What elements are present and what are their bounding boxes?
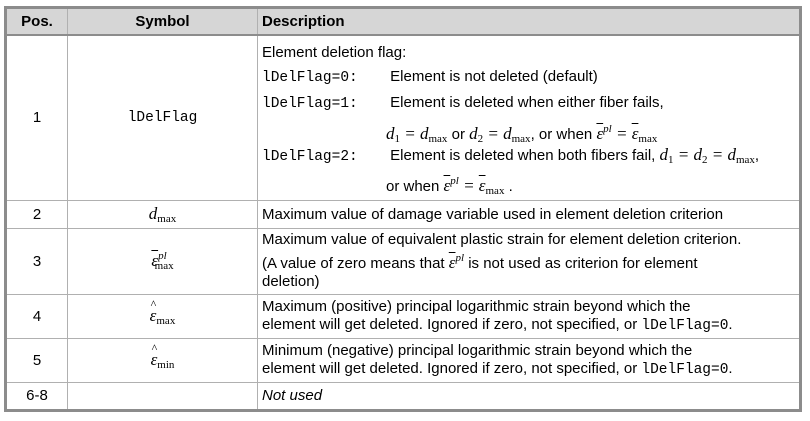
- row-3-line-2: [262, 249, 795, 273]
- math-eq: =: [463, 175, 475, 195]
- row-1-text-1: Element is deleted when either fiber fails,: [390, 93, 664, 111]
- row-1-description: [258, 35, 801, 200]
- math-eq: =: [404, 123, 416, 143]
- math-d: d: [386, 123, 395, 143]
- row-1-code-0: lDelFlag=0:: [262, 69, 358, 86]
- row-1-option-1: [262, 90, 795, 116]
- table-row-3: [6, 228, 801, 294]
- math-eq: =: [615, 123, 628, 143]
- row-1-line-1: Element deletion flag:: [262, 43, 407, 61]
- row-4-description: [258, 294, 801, 338]
- math-d: d: [148, 203, 158, 223]
- math-sub: min: [157, 358, 175, 371]
- row-3-line-3: deletion): [262, 273, 320, 290]
- row-5-code: lDelFlag=0: [641, 361, 729, 378]
- math-sub: max: [157, 212, 177, 225]
- math-sub: max: [154, 260, 174, 272]
- header-symbol: Symbol: [68, 8, 258, 36]
- math-sup: pl: [455, 252, 465, 264]
- row-6-description: Not used: [258, 382, 801, 410]
- math-eps: $\overline{\varepsilon}$: [631, 123, 639, 143]
- row-1-text-2b: or when: [386, 177, 440, 195]
- math-d: d: [503, 123, 512, 143]
- row-6-symbol: [68, 382, 258, 410]
- header-description: Description: [258, 8, 801, 36]
- row-2-pos: 2: [6, 200, 68, 228]
- row-3-symbol: [68, 228, 258, 294]
- row-1-text-2: Element is deleted when both fibers fail,: [390, 146, 656, 164]
- row-1-option-2-formula: or when $\overline{\varepsilon}^{pl} = \overline{\varepsilon}_{max}$ .: [386, 174, 513, 197]
- row-1-text-1b: , or when: [530, 125, 593, 143]
- math-eps: $\overline{\varepsilon}$: [596, 123, 604, 143]
- row-4-symbol: [68, 294, 258, 338]
- math-eq: =: [487, 123, 499, 143]
- row-5-pos: 5: [6, 338, 68, 382]
- row-1-or: or: [451, 125, 465, 143]
- row-2-description: Maximum value of damage variable used in element deletion criterion: [258, 200, 801, 228]
- row-2-symbol: [68, 200, 258, 228]
- math-sub: 1: [668, 153, 674, 166]
- row-1-option-1-formula: [262, 116, 795, 145]
- row-3-line-2a: (A value of zero means that: [262, 255, 445, 272]
- math-sup: pl: [158, 250, 167, 262]
- row-1-text-0: Element is not deleted (default): [390, 67, 598, 85]
- math-eq: =: [677, 144, 690, 164]
- math-sub: max: [511, 132, 531, 145]
- row-4-line-2: [262, 316, 795, 335]
- math-d: d: [469, 123, 478, 143]
- row-4-end: .: [728, 315, 733, 333]
- row-5-symbol: [68, 338, 258, 382]
- row-3-line-1: Maximum value of equivalent plastic strain for element deletion criterion.: [262, 231, 742, 248]
- math-eps-hat: ^ ε: [151, 350, 158, 370]
- parameter-table: [4, 6, 802, 412]
- math-sub: max: [485, 184, 505, 197]
- row-1-pos: 1: [6, 35, 68, 200]
- table-row-6: [6, 382, 801, 410]
- row-4-line-1: Maximum (positive) principal logarithmic strain beyond which the: [262, 297, 691, 315]
- row-3-description: [258, 228, 801, 294]
- math-sub: 1: [394, 132, 400, 145]
- row-1-code-1: lDelFlag=1:: [262, 95, 358, 112]
- math-sub: 2: [701, 153, 708, 166]
- row-4-code: lDelFlag=0: [641, 317, 729, 334]
- math-eq: =: [711, 144, 724, 164]
- row-1-option-0: [262, 64, 795, 90]
- math-eps: $\overline{\varepsilon}$: [443, 175, 451, 195]
- header-row: [6, 8, 801, 36]
- row-3-pos: 3: [6, 228, 68, 294]
- math-d: d: [693, 144, 702, 164]
- row-5-description: [258, 338, 801, 382]
- row-5-line-2-text: element will get deleted. Ignored if zero, not specified, or: [262, 359, 638, 377]
- table-row-1: [6, 35, 801, 200]
- math-sub: 2: [477, 132, 484, 145]
- row-4-pos: 4: [6, 294, 68, 338]
- math-eps: $\overline{\varepsilon}$: [448, 253, 456, 272]
- row-1-option-2: lDelFlag=2: Element is deleted when both fibers fail, $d_1 = d_2 = d_{max}$,: [262, 142, 795, 168]
- row-1-symbol: lDelFlag: [68, 35, 258, 200]
- math-d: d: [419, 123, 429, 143]
- table-row-2: [6, 200, 801, 228]
- math-sup: pl: [450, 174, 459, 187]
- math-eps: $\overline{\varepsilon}$: [151, 251, 159, 270]
- math-sub: max: [735, 153, 755, 166]
- table-row-4: [6, 294, 801, 338]
- math-sub: max: [156, 314, 176, 327]
- row-5-line-1: Minimum (negative) principal logarithmic strain beyond which the: [262, 341, 693, 359]
- math-d: d: [659, 144, 668, 164]
- math-sub: max: [428, 132, 448, 145]
- math-eps: $\overline{\varepsilon}$: [478, 175, 486, 195]
- row-5-end: .: [728, 359, 733, 377]
- row-3-line-2b: is not used as criterion for element: [468, 255, 698, 272]
- row-5-line-2: [262, 360, 795, 379]
- row-6-pos: 6-8: [6, 382, 68, 410]
- math-eps-hat: ^ ε: [150, 306, 157, 326]
- math-sub: max: [638, 132, 658, 145]
- row-1-code-2: lDelFlag=2:: [262, 148, 358, 165]
- math-d: d: [727, 144, 736, 164]
- math-sup: pl: [603, 122, 612, 135]
- row-4-line-2-text: element will get deleted. Ignored if zero, not specified, or: [262, 315, 638, 333]
- table-row-5: [6, 338, 801, 382]
- header-pos: Pos.: [6, 8, 68, 36]
